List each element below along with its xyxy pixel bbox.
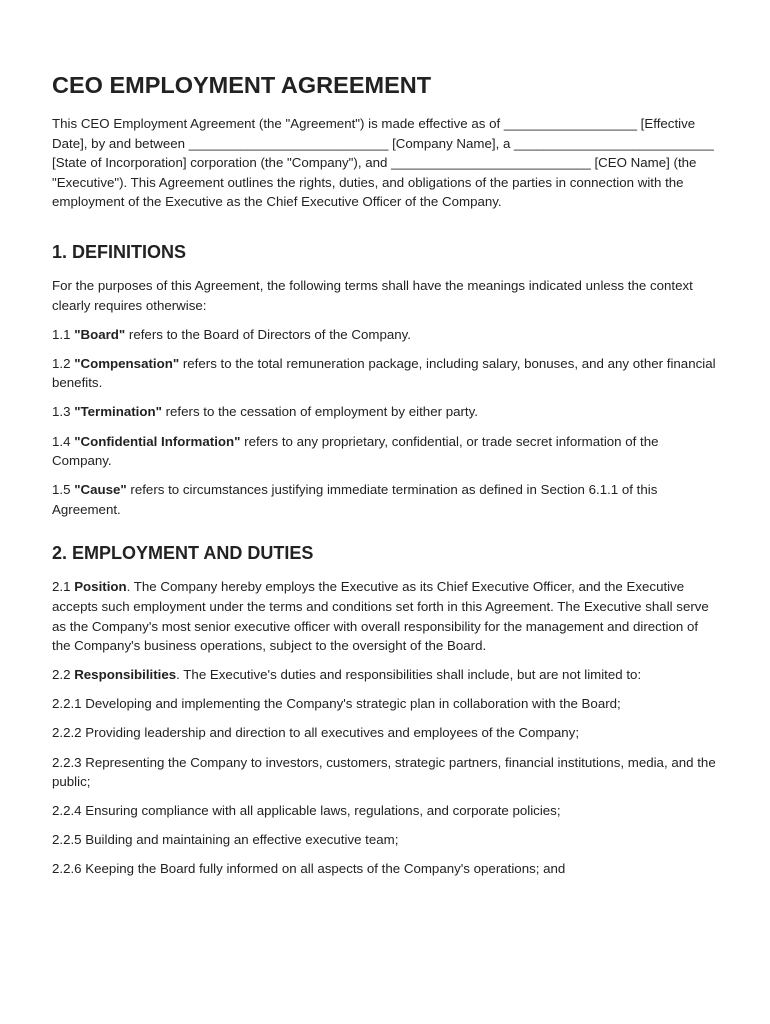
item-text: . The Company hereby employs the Executive as its Chief Executive Officer, and the Executive accepts such employment under the terms and conditions set forth in this Agreement. The Executive shall serve as the Company's most senior executive officer with overall responsibility for the management and direction of the Company's business operations, subject to the oversight of the Board.	[52, 579, 709, 654]
item-text: . The Executive's duties and responsibilities shall include, but are not limited to:	[176, 667, 642, 683]
item-text: refers to any proprietary, confidential, or trade secret information of the Company.	[52, 433, 659, 469]
item-text: refers to the Board of Directors of the Company.	[125, 326, 411, 342]
item-number: 1.4	[52, 433, 75, 449]
item-text: refers to the cessation of employment by either party.	[161, 404, 478, 420]
definition-item	[52, 325, 718, 345]
document-title: CEO EMPLOYMENT AGREEMENT	[52, 72, 432, 98]
definition-item	[52, 354, 718, 393]
definition-item	[52, 432, 718, 471]
responsibility-item: 2.2.3 Representing the Company to investors, customers, strategic partners, financial institutions, media, and the public;	[52, 754, 716, 790]
section-heading-definitions: 1. DEFINITIONS	[52, 241, 187, 262]
definitions-lead: For the purposes of this Agreement, the following terms shall have the meanings indicated unless the context clearly requires otherwise:	[52, 277, 693, 313]
responsibility-item: 2.2.1 Developing and implementing the Company's strategic plan in collaboration with the Board;	[52, 696, 621, 712]
item-number: 2.2	[52, 667, 75, 683]
employment-clause	[52, 577, 718, 655]
definition-item	[52, 402, 718, 422]
item-number: 2.1	[52, 579, 75, 595]
defined-term: "Cause"	[74, 482, 127, 498]
defined-term: "Compensation"	[74, 355, 180, 371]
item-text: refers to the total remuneration package, including salary, bonuses, and any other financial benefits.	[52, 355, 716, 391]
section-heading-employment: 2. EMPLOYMENT AND DUTIES	[52, 543, 314, 564]
item-number: 1.3	[52, 404, 75, 420]
clause-term: Position	[74, 579, 127, 595]
defined-term: "Confidential Information"	[74, 433, 241, 449]
employment-clause	[52, 665, 718, 685]
defined-term: "Board"	[74, 326, 126, 342]
item-number: 1.1	[52, 326, 75, 342]
item-text: refers to circumstances justifying immediate termination as defined in Section 6.1.1 of this Agreement.	[52, 482, 658, 517]
responsibility-item: 2.2.2 Providing leadership and direction to all executives and employees of the Company;	[52, 725, 580, 741]
item-number: 1.2	[52, 355, 75, 371]
clause-term: Responsibilities	[74, 667, 177, 683]
responsibility-item: 2.2.6 Keeping the Board fully informed on all aspects of the Company's operations; and	[52, 861, 566, 877]
defined-term: "Termination"	[74, 404, 162, 420]
responsibility-item: 2.2.4 Ensuring compliance with all applicable laws, regulations, and corporate policies;	[52, 803, 561, 819]
intro-paragraph: This CEO Employment Agreement (the "Agreement") is made effective as of __________________ [Effective Date], by and between ___________________________ [Company Name], a ___________________________ [State of Incorporation] corporation (the "Company"), and ___________________________ [CEO Name] (the "Executive"). This Agreement outlines the rights, duties, and obligations of the parties in connection with the employment of the Executive as the Chief Executive Officer of the Company.	[52, 116, 714, 210]
definition-item	[52, 480, 718, 519]
responsibility-item: 2.2.5 Building and maintaining an effective executive team;	[52, 832, 399, 848]
item-number: 1.5	[52, 482, 75, 498]
